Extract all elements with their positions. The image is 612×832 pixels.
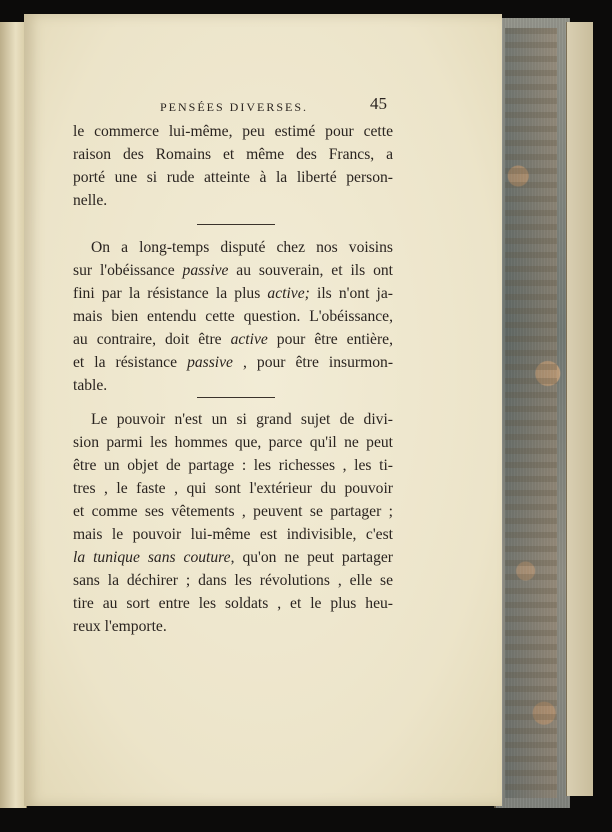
text-line: nelle. [73,192,108,209]
paragraph-2 [73,236,393,397]
text-line: la tunique sans couture, qu'on ne peut partager [73,549,393,566]
text-line: et comme ses vêtements , peuvent se partager ; [73,503,393,520]
book-cover-edge [566,22,593,796]
text-line: sion parmi les hommes que, parce qu'il ne peut [73,434,393,451]
text-line: Le pouvoir n'est un si grand sujet de divi- [91,411,393,428]
text-line: mais bien entendu cette question. L'obéissance, [73,308,393,325]
text-line: sur l'obéissance passive au souverain, et ils ont [73,262,393,279]
page-header [160,96,400,118]
page-number: 45 [370,94,387,113]
text-line: On a long-temps disputé chez nos voisins [91,239,393,256]
left-page-edge [0,22,27,808]
text-line: être un objet de partage : les richesses , les ti- [73,457,393,474]
text-line: porté une si rude atteinte à la liberté person- [73,169,393,186]
text-line: sans la déchirer ; dans les révolutions , elle se [73,572,393,589]
text-line: et la résistance passive , pour être insurmon- [73,354,394,371]
text-line: fini par la résistance la plus active; ils n'ont ja- [73,285,393,302]
text-line: raison des Romains et même des Francs, a [73,146,393,163]
text-line: table. [73,377,108,394]
section-divider [197,224,275,225]
section-divider [197,397,275,398]
text-line: le commerce lui-même, peu estimé pour cette [73,123,393,140]
paragraph-3 [73,408,393,638]
text-line: reux l'emporte. [73,618,167,635]
text-line: tire au sort entre les soldats , et le plus heu- [73,595,393,612]
text-line: tres , le faste , qui sont l'extérieur du pouvoir [73,480,393,497]
text-line: au contraire, doit être active pour être entière, [73,331,393,348]
text-line: mais le pouvoir lui-même est indivisible, c'est [73,526,393,543]
paragraph-1 [73,120,393,212]
fore-edge-texture [505,28,557,798]
running-head: PENSÉES DIVERSES. [160,100,309,114]
